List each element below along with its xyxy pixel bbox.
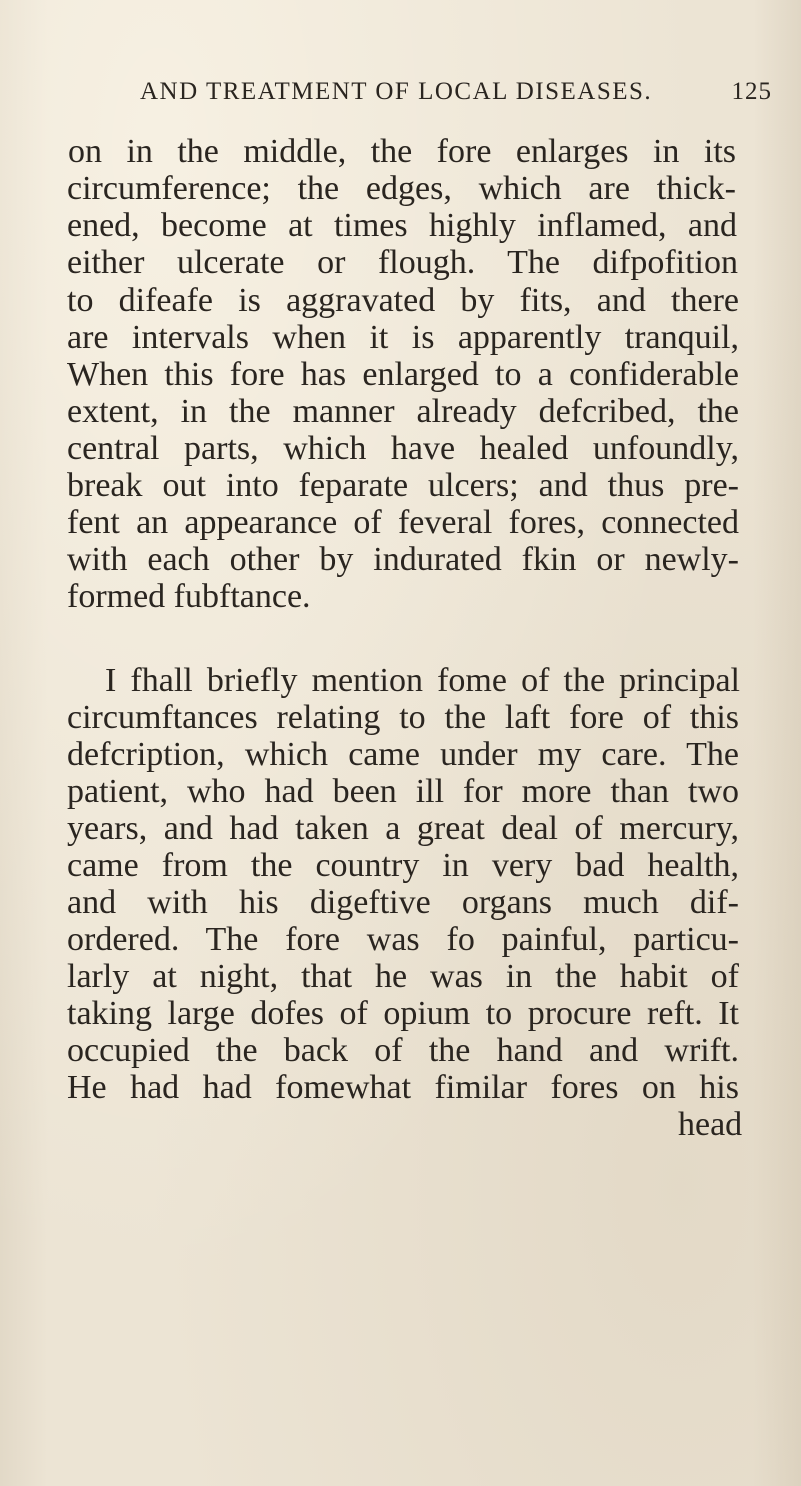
text-line: with each other by indurated fkin or newly- bbox=[67, 541, 739, 578]
text-line: and with his digeftive organs much dif- bbox=[67, 884, 739, 921]
text-line: ordered. The fore was fo painful, particu- bbox=[67, 921, 739, 958]
catchword: head bbox=[678, 1106, 743, 1143]
text-line: circumference; the edges, which are thick- bbox=[67, 170, 736, 207]
text-line: circumftances relating to the laft fore of this bbox=[67, 699, 739, 736]
text-line: I fhall briefly mention fome of the principal bbox=[105, 662, 740, 699]
page-number: 125 bbox=[731, 78, 772, 105]
text-line: are intervals when it is apparently tranquil, bbox=[67, 319, 739, 356]
text-line: on in the middle, the fore enlarges in its bbox=[68, 133, 736, 170]
text-line: ened, become at times highly inflamed, and bbox=[67, 207, 737, 244]
text-line: fent an appearance of feveral fores, connected bbox=[67, 504, 739, 541]
text-line: larly at night, that he was in the habit of bbox=[67, 958, 739, 995]
text-line: formed fubftance. bbox=[67, 578, 311, 615]
text-line: taking large dofes of opium to procure reft. It bbox=[67, 995, 739, 1032]
text-line: break out into feparate ulcers; and thus pre- bbox=[67, 467, 739, 504]
text-line: When this fore has enlarged to a confiderable bbox=[67, 356, 739, 393]
text-line: occupied the back of the hand and wrift. bbox=[67, 1032, 739, 1069]
text-line: He had had fomewhat fimilar fores on his bbox=[67, 1069, 739, 1106]
text-line: patient, who had been ill for more than two bbox=[67, 773, 739, 810]
text-line: defcription, which came under my care. The bbox=[67, 736, 739, 773]
text-line: extent, in the manner already defcribed, the bbox=[67, 393, 739, 430]
text-line: years, and had taken a great deal of mercury, bbox=[67, 810, 739, 847]
running-title: AND TREATMENT OF LOCAL DISEASES. bbox=[140, 78, 653, 105]
text-line: came from the country in very bad health, bbox=[67, 847, 739, 884]
text-line: either ulcerate or flough. The difpofition bbox=[67, 244, 738, 281]
text-line: to difeafe is aggravated by fits, and there bbox=[67, 282, 739, 319]
text-line: central parts, which have healed unfoundly, bbox=[67, 430, 739, 467]
